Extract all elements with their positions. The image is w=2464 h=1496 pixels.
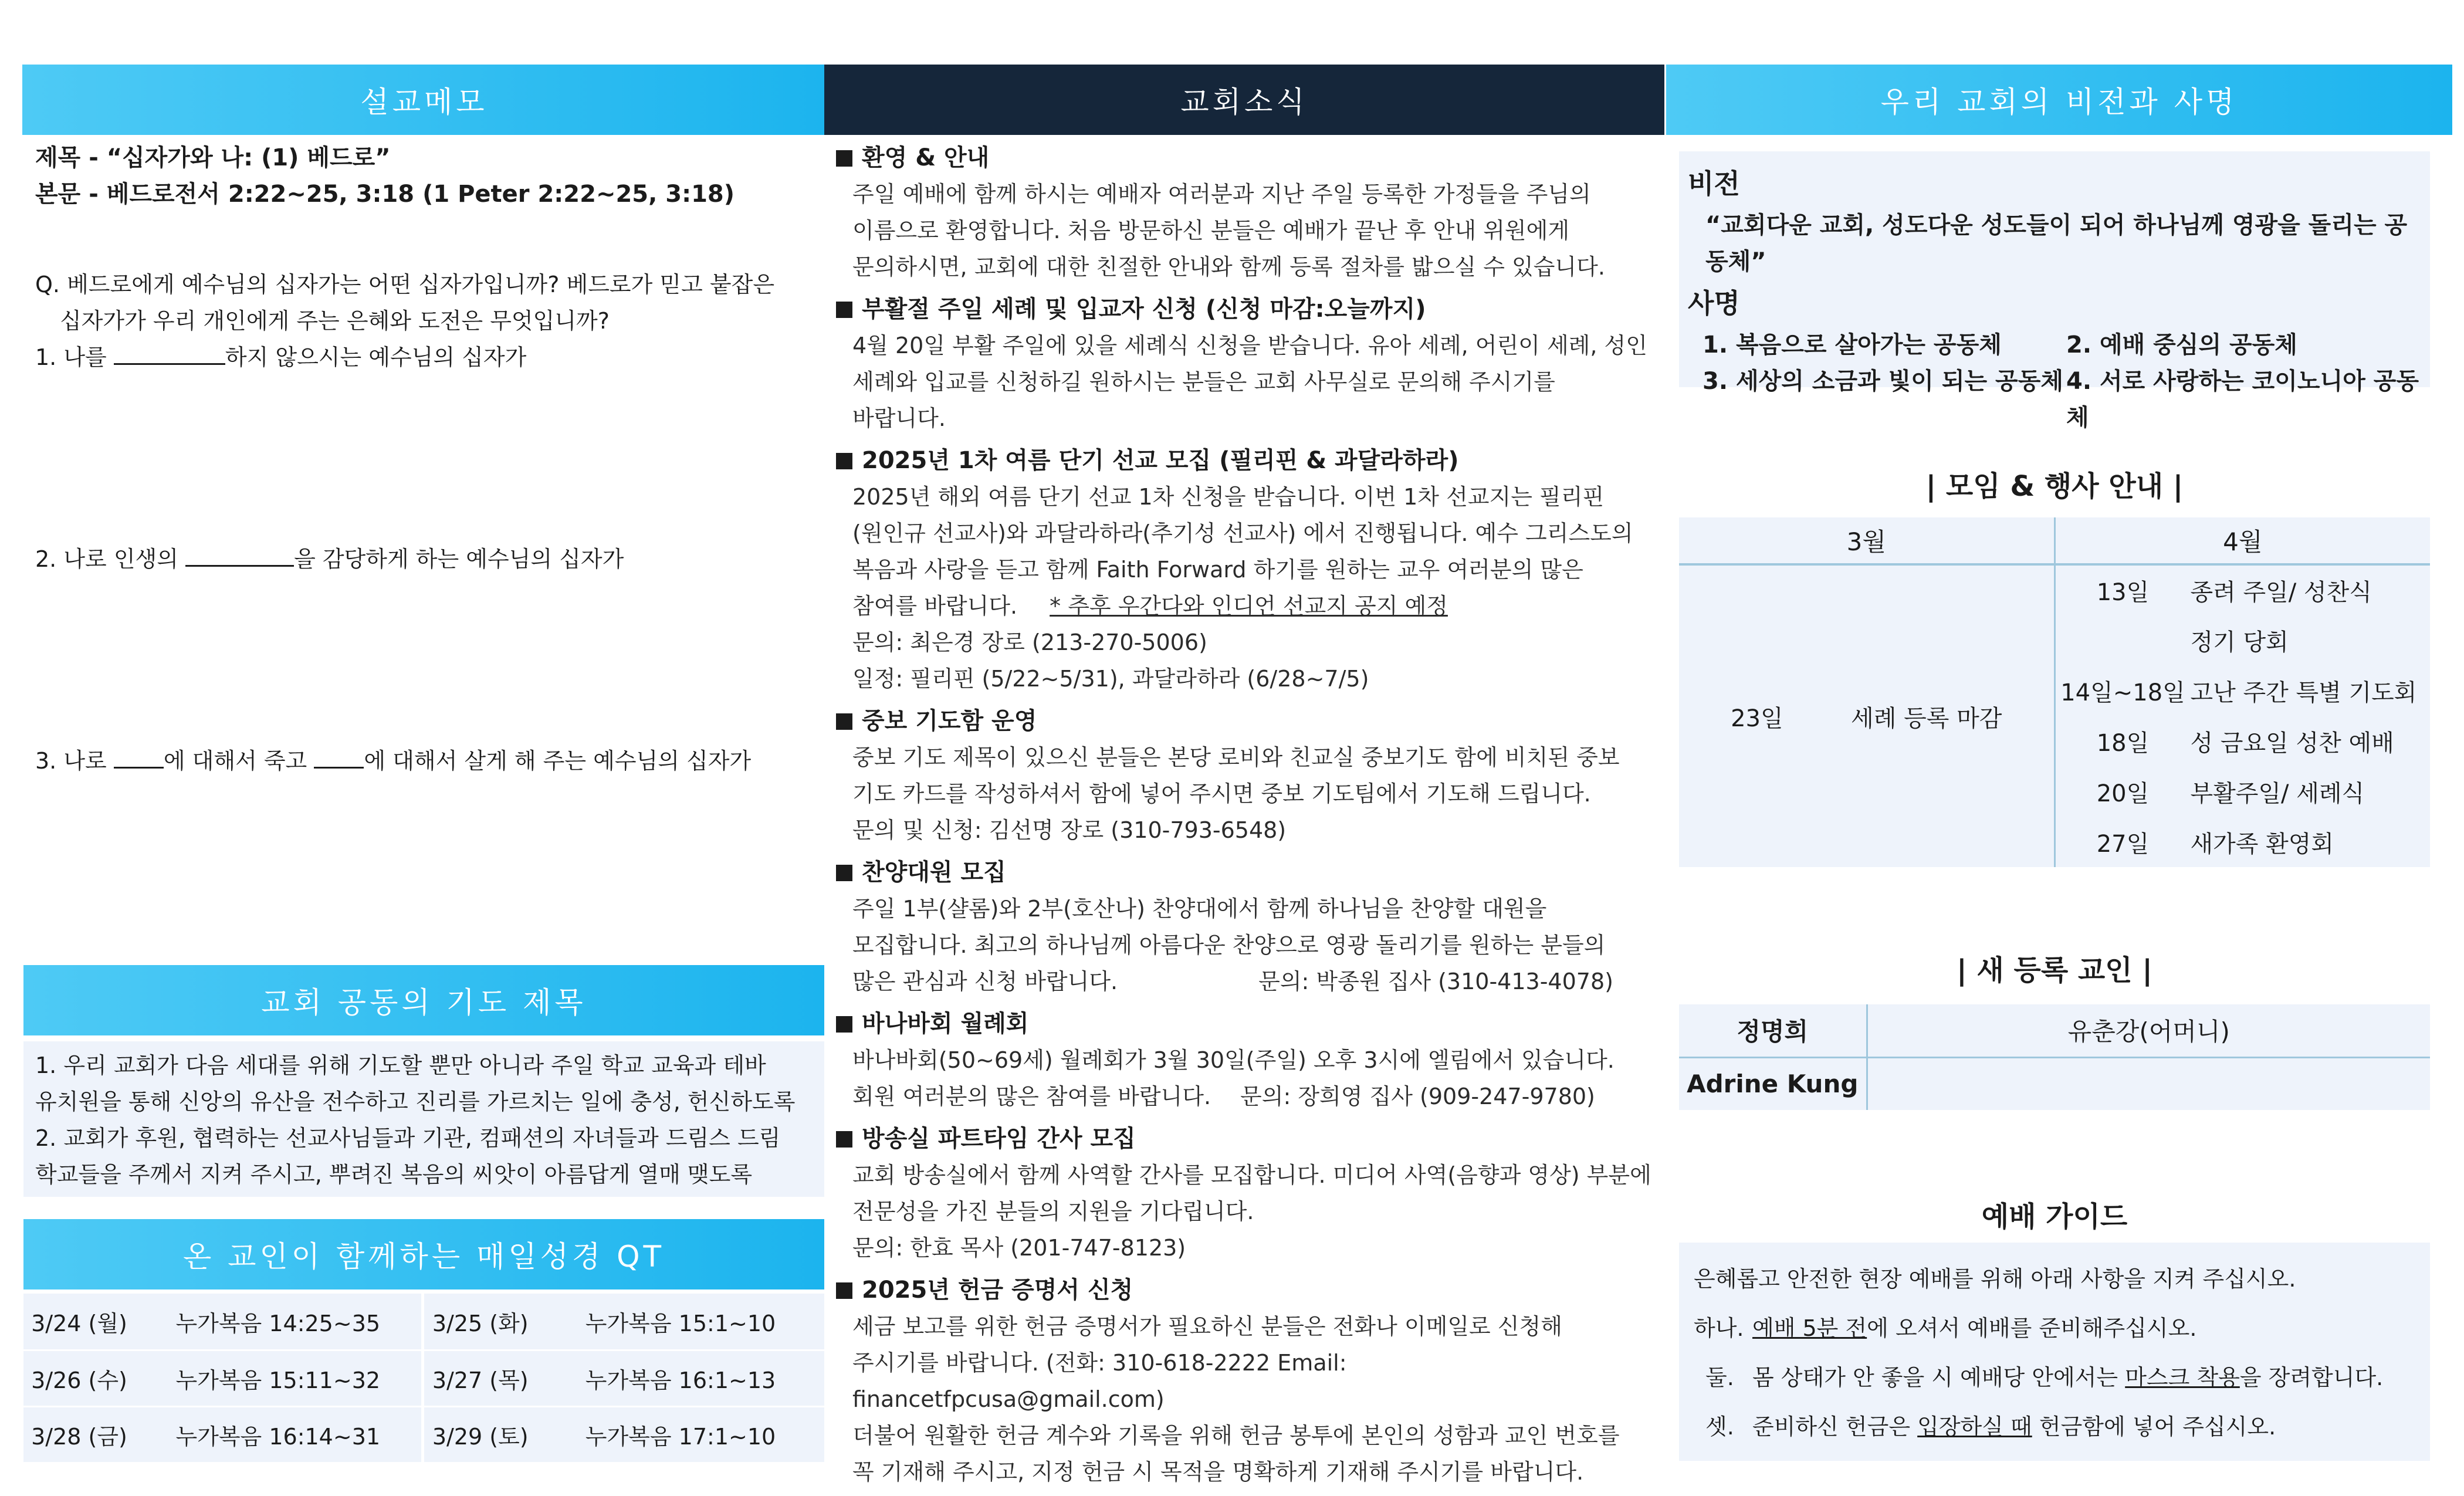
news-text: 전문성을 가진 분들의 지원을 기다립니다. [852,1199,1254,1224]
qt-banner-text: 온 교인이 함께하는 매일성경 QT [182,1240,665,1274]
prayer-line: 유치원을 통해 신앙의 유산을 전수하고 진리를 가르치는 일에 충성, 헌신하도록 [35,1089,796,1115]
news-contact: 문의: 장희영 집사 (909-247-9780) [1240,1084,1595,1109]
news-item-media-staff [836,1121,1657,1266]
column-header: 3월 [1679,517,2055,564]
event-name: 부활주일/ 세례식 [2190,780,2365,807]
bullet-square-icon [836,453,852,469]
guide-item [1694,1402,2415,1451]
blank-line [114,746,164,769]
qt-passage: 누가복음 16:1~13 [537,1350,824,1406]
news-item-baptism [836,291,1657,436]
member-name: Adrine Kung [1679,1057,1867,1110]
column-header: 4월 [2055,517,2430,564]
bullet-square-icon [836,713,852,730]
news-text: 주시기를 바랍니다. (전화: 310-618-2222 Email: financetfpcusa@gmail.com) [852,1350,1347,1412]
news-item-choir [836,854,1657,1000]
prayer-line: 2. 교회가 후원, 협력하는 선교사님들과 기관, 컴패션의 자녀들과 드림스 드림 [35,1125,781,1151]
sermon-point-1 [35,339,810,375]
news-text: 더불어 원활한 헌금 계수와 기록을 위해 헌금 봉투에 본인의 성함과 교인 번호를 [852,1423,1620,1448]
sermon-memo-banner [22,65,826,135]
mission-item: 3. 세상의 소금과 빛이 되는 공동체 [1703,368,2063,395]
vision-banner [1666,65,2452,135]
blank-line [185,544,294,567]
point-1-end: 하지 않으시는 예수님의 십자가 [225,344,527,370]
event-name: 정기 당회 [2190,628,2289,656]
news-text: 이름으로 환영합니다. 처음 방문하신 분들은 예배가 끝난 후 안내 위원에게 [852,218,1570,243]
news-heading: 찬양대원 모집 [862,859,1006,886]
table-row [23,1406,824,1463]
event-name: 고난 주간 특별 기도회 [2190,679,2417,706]
qt-passage: 누가복음 15:11~32 [135,1350,422,1406]
guide-text: 몸 상태가 안 좋을 시 예배당 안에서는 [1752,1365,2118,1390]
bullet-square-icon [836,1282,852,1299]
event-name: 종려 주일/ 성찬식 [2190,578,2372,606]
member-name: 정명희 [1679,1004,1867,1057]
event-day: 27일 [2096,830,2150,858]
qt-passage: 누가복음 17:1~10 [537,1406,824,1463]
news-item-barnabas [836,1006,1657,1115]
prayer-line: 학교들을 주께서 지켜 주시고, 뿌려진 복음의 씨앗이 아름답게 열매 맺도록 [35,1162,753,1187]
news-heading: 부활절 주일 세례 및 입교자 신청 (신청 마감:오늘까지) [862,296,1426,323]
prayer-banner-text: 교회 공동의 기도 제목 [261,986,587,1020]
event-day: 18일 [2096,729,2150,757]
prayer-topics [23,1041,824,1197]
news-contact: 문의: 박종원 집사 (310-413-4078) [1258,969,1613,994]
bullet-square-icon [836,865,852,881]
news-text: 많은 관심과 신청 바랍니다. [852,969,1118,994]
news-text: 바나바회(50~69세) 월례회가 3월 30일(주일) 오후 3시에 엘림에서 있습니다. [852,1047,1615,1073]
guide-item [1694,1304,2415,1353]
news-text: (원인규 선교사)와 과달라하라(추기성 선교사) 에서 진행됩니다. 예수 그리스도의 [852,520,1633,546]
mission-item: 1. 복음으로 살아가는 공동체 [1703,331,2002,358]
new-members-title: | 새 등록 교인 | [1957,954,2152,987]
guide-number: 셋. [1705,1414,1734,1440]
news-contact: 문의: 최은경 장로 (213-270-5006) [852,629,1207,655]
news-contact: 문의: 한효 목사 (201-747-8123) [852,1235,1186,1261]
news-text: 바랍니다. [852,405,946,431]
vision-mission [1679,151,2430,431]
events-title: | 모임 & 행사 안내 | [1925,470,2184,503]
news-heading: 중보 기도함 운영 [862,708,1037,735]
news-text: 복음과 사랑을 듣고 함께 Faith Forward 하기를 원하는 교우 여러분의 많은 [852,557,1583,583]
qt-passage: 누가복음 16:14~31 [135,1406,422,1463]
sermon-question-line2: 십자가가 우리 개인에게 주는 은혜와 도전은 무엇입니까? [60,308,610,334]
guide-text: 을 장려합니다. [2239,1365,2384,1390]
vision-statement: “교회다운 교회, 성도다운 성도들이 되어 하나님께 영광을 돌리는 공동체” [1705,212,2408,275]
new-members-table [1679,1004,2430,1110]
guide-emphasis: 마스크 착용 [2125,1365,2240,1390]
qt-date: 3/24 (월) [23,1294,135,1350]
qt-passage: 누가복음 15:1~10 [537,1294,824,1350]
news-text: 참여를 바랍니다. [852,593,1018,619]
news-item-welcome [836,140,1657,285]
table-row [1679,1004,2430,1057]
point-3-start: 3. 나로 [35,748,107,774]
news-text: 세금 보고를 위한 헌금 증명서가 필요하신 분들은 전화나 이메일로 신청해 [852,1314,1562,1339]
guide-text: 에 오셔서 예배를 준비해주십시오. [1867,1315,2197,1341]
table-row [1679,1057,2430,1110]
sermon-memo [35,140,810,779]
sermon-point-3 [35,743,810,779]
news-text: 교회 방송실에서 함께 사역할 간사를 모집합니다. 미디어 사역(음향과 영상) 부분에 [852,1162,1651,1188]
member-family: 유춘강(어머니) [1867,1004,2430,1057]
guide-emphasis: 예배 5분 전 [1752,1315,1867,1341]
bullet-square-icon [836,1131,852,1148]
event-name: 세례 등록 마감 [1851,705,2002,732]
guide-item [1694,1353,2415,1402]
news-item-prayer-box [836,703,1657,848]
vision-banner-text: 우리 교회의 비전과 사명 [1880,85,2238,119]
guide-number: 둘. [1705,1365,1734,1390]
guide-emphasis: 입장하실 때 [1917,1414,2032,1440]
news-text: 꼭 기재해 주시고, 지정 헌금 시 목적을 명확하게 기재해 주시기를 바랍니다. [852,1459,1584,1485]
point-2-start: 2. 나로 인생의 [35,546,178,572]
event-day: 23일 [1731,705,1783,732]
news-heading: 바나바회 월례회 [862,1010,1029,1037]
mission-item: 2. 예배 중심의 공동체 [2066,331,2297,358]
news-heading: 환영 & 안내 [862,144,990,171]
sermon-point-2 [35,541,810,577]
vision-label: 비전 [1688,168,1740,199]
sermon-question-line1: Q. 베드로에게 예수님의 십자가는 어떤 십자가입니까? 베드로가 믿고 붙잡은 [35,272,775,297]
prayer-line: 1. 우리 교회가 다음 세대를 위해 기도할 뿐만 아니라 주일 학교 교육과 테바 [35,1052,766,1078]
event-day: 20일 [2096,780,2150,807]
member-family [1867,1057,2430,1110]
guide-number: 하나. [1694,1315,1744,1341]
qt-date: 3/27 (목) [422,1350,537,1406]
news-text: 세례와 입교를 신청하길 원하시는 분들은 교회 사무실로 문의해 주시기를 [852,369,1555,395]
point-3-end: 에 대해서 살게 해 주는 예수님의 십자가 [364,748,752,774]
bullet-square-icon [836,1016,852,1033]
point-2-end: 을 감당하게 하는 예수님의 십자가 [294,546,624,572]
table-row [23,1294,824,1350]
news-text: 문의하시면, 교회에 대한 친절한 안내와 함께 등록 절차를 밟으실 수 있습니다. [852,254,1605,280]
sermon-memo-banner-text: 설교메모 [360,85,488,119]
news-heading: 2025년 헌금 증명서 신청 [862,1277,1133,1304]
qt-date: 3/28 (금) [23,1406,135,1463]
events-table [1679,517,2430,867]
church-news-banner-text: 교회소식 [1180,85,1308,119]
news-text: 주일 예배에 함께 하시는 예배자 여러분과 지난 주일 등록한 가정들을 주님의 [852,181,1591,207]
qt-date: 3/25 (화) [422,1294,537,1350]
news-item-donation-receipt [836,1272,1657,1490]
point-3-middle: 에 대해서 죽고 [163,748,307,774]
table-row [23,1350,824,1406]
qt-date: 3/29 (토) [422,1406,537,1463]
event-name: 새가족 환영회 [2190,830,2334,858]
worship-guide-title: 예배 가이드 [1981,1200,2128,1233]
event-name: 성 금요일 성찬 예배 [2190,729,2394,757]
table-header-row [1679,517,2430,564]
prayer-banner [23,965,824,1035]
qt-schedule-table [23,1294,824,1464]
blank-line [114,343,225,365]
church-news [836,140,1657,1496]
qt-passage: 누가복음 14:25~35 [135,1294,422,1350]
mission-list [1688,327,2421,436]
news-text: 주일 1부(샬롬)와 2부(호산나) 찬양대에서 함께 하나님을 찬양할 대원을 [852,896,1547,922]
news-text: 4월 20일 부활 주일에 있을 세례식 신청을 받습니다. 유아 세례, 어린이 세례, 성인 [852,333,1647,358]
mission-label: 사명 [1688,287,1740,319]
guide-text: 헌금함에 넣어 주십시오. [2039,1414,2276,1440]
news-text: 2025년 해외 여름 단기 선교 1차 신청을 받습니다. 이번 1차 선교지는 필리핀 [852,484,1605,510]
church-news-banner [824,65,1664,135]
table-row [1679,564,2430,615]
worship-guide [1679,1243,2430,1461]
news-note: * 추후 우간다와 인디언 선교지 공지 예정 [1050,593,1448,619]
bullet-square-icon [836,150,852,167]
march-events [1679,564,2055,867]
sermon-title: 제목 - “십자가와 나: (1) 베드로” [35,144,391,171]
news-schedule: 일정: 필리핀 (5/22~5/31), 과달라하라 (6/28~7/5) [852,666,1369,692]
guide-intro: 은혜롭고 안전한 현장 예배를 위해 아래 사항을 지켜 주십시오. [1694,1266,2296,1292]
news-contact: 문의 및 신청: 김선명 장로 (310-793-6548) [852,817,1287,843]
mission-item: 4. 서로 사랑하는 코이노니아 공동체 [2066,368,2419,431]
guide-text: 준비하신 헌금은 [1752,1414,1911,1440]
event-day: 13일 [2096,578,2150,606]
blank-line [314,746,364,769]
news-heading: 방송실 파트타임 간사 모집 [862,1125,1136,1152]
qt-banner [23,1219,824,1289]
news-text: 중보 기도 제목이 있으신 분들은 본당 로비와 친교실 중보기도 함에 비치된 중보 [852,744,1620,770]
event-day: 14일~18일 [2060,679,2185,706]
sermon-text: 본문 - 베드로전서 2:22~25, 3:18 (1 Peter 2:22~25, 3:18) [35,181,735,208]
news-text: 기도 카드를 작성하셔서 함에 넣어 주시면 중보 기도팀에서 기도해 드립니다. [852,781,1591,807]
news-item-mission-trip [836,442,1657,697]
news-heading: 2025년 1차 여름 단기 선교 모집 (필리핀 & 과달라하라) [862,447,1459,474]
news-text: 모집합니다. 최고의 하나님께 아름다운 찬양으로 영광 돌리기를 원하는 분들의 [852,932,1606,958]
bullet-square-icon [836,302,852,318]
qt-date: 3/26 (수) [23,1350,135,1406]
news-text: 회원 여러분의 많은 참여를 바랍니다. [852,1084,1211,1109]
point-1-start: 1. 나를 [35,344,107,370]
